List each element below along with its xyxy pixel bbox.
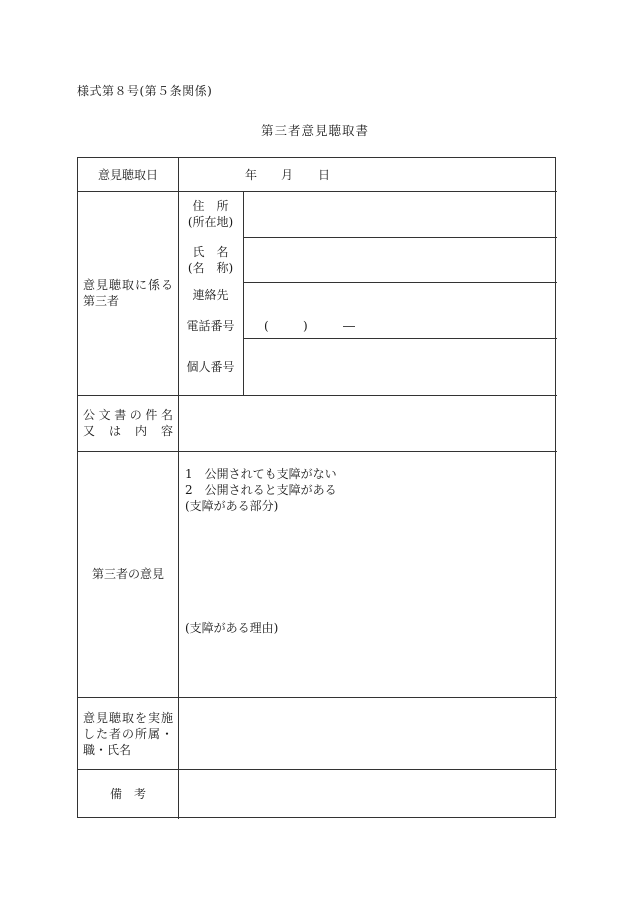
name-label-line2: (名 称) bbox=[187, 261, 234, 275]
executor-field[interactable] bbox=[179, 698, 557, 769]
phone-close-paren: ) bbox=[303, 319, 308, 333]
row-divider bbox=[78, 451, 557, 452]
remarks-label: 備 考 bbox=[109, 787, 146, 801]
individual-number-field[interactable] bbox=[244, 339, 557, 395]
third-party-label-line1: 意見聴取に係る bbox=[83, 278, 173, 292]
opinion-option-hindrance[interactable]: 2 公開されると支障がある bbox=[185, 483, 337, 497]
opinion-option-no-hindrance[interactable]: 1 公開されても支障がない bbox=[185, 467, 337, 481]
document-label-line1: 公文書の件名 bbox=[83, 408, 173, 422]
phone-dash: ― bbox=[343, 319, 355, 333]
remarks-field[interactable] bbox=[179, 770, 557, 818]
hearing-form-table bbox=[77, 157, 556, 818]
opinion-part-note: (支障がある部分) bbox=[185, 499, 279, 513]
hearing-date-day[interactable]: 日 bbox=[318, 168, 331, 182]
phone-label: 電話番号 bbox=[186, 319, 235, 333]
hearing-date-year[interactable]: 年 bbox=[245, 168, 258, 182]
opinion-reason-note: (支障がある理由) bbox=[185, 621, 279, 635]
executor-label-line3: 職・氏名 bbox=[83, 743, 132, 757]
phone-open-paren: ( bbox=[264, 319, 269, 333]
executor-label-line1: 意見聴取を実施 bbox=[83, 711, 173, 725]
name-field[interactable] bbox=[244, 238, 557, 282]
address-label-line2: (所在地) bbox=[187, 215, 234, 229]
document-label-line2: 又 は 内 容 bbox=[83, 424, 173, 438]
name-label-line1: 氏 名 bbox=[192, 245, 229, 259]
address-field[interactable] bbox=[244, 192, 557, 237]
third-party-label-line2: 第三者 bbox=[83, 294, 120, 308]
opinion-label: 第三者の意見 bbox=[91, 567, 164, 581]
form-number: 様式第８号(第５条関係) bbox=[77, 84, 213, 98]
executor-label-line2: した者の所属・ bbox=[83, 727, 173, 741]
document-subject-field[interactable] bbox=[179, 396, 557, 451]
hearing-date-month[interactable]: 月 bbox=[281, 168, 294, 182]
hearing-date-label: 意見聴取日 bbox=[97, 168, 158, 182]
phone-field[interactable] bbox=[244, 283, 557, 338]
individual-number-label: 個人番号 bbox=[186, 360, 235, 374]
contact-label: 連絡先 bbox=[192, 288, 229, 302]
document-title: 第三者意見聴取書 bbox=[260, 123, 369, 138]
address-label-line1: 住 所 bbox=[192, 199, 229, 213]
